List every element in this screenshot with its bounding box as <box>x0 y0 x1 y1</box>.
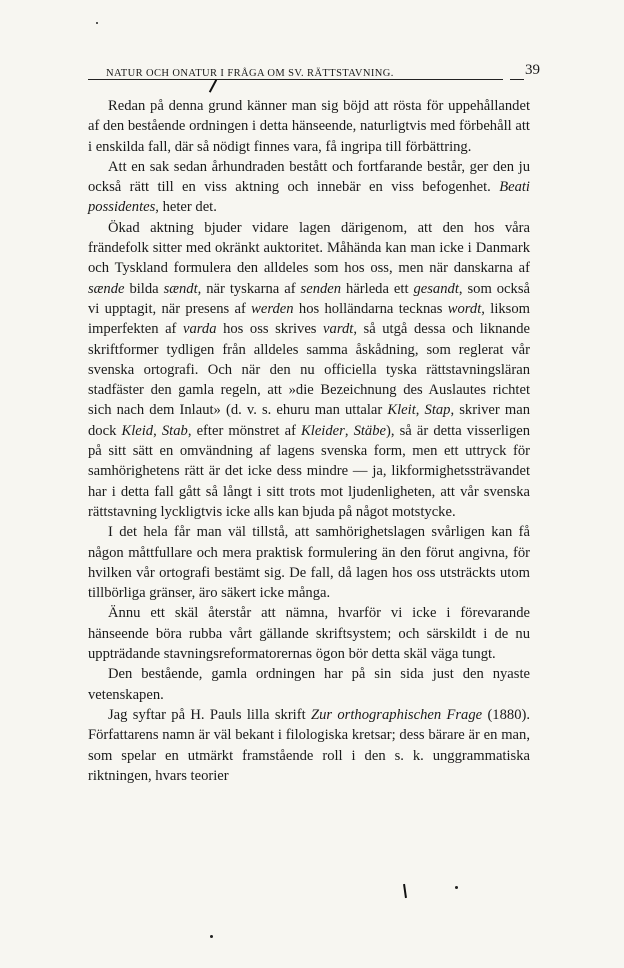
running-title: NATUR OCH ONATUR I FRÅGA OM SV. RÄTTSTAVNING. <box>106 68 394 79</box>
ink-speck <box>96 22 98 24</box>
italic-term: gesandt <box>413 280 459 297</box>
text-run: Ökad aktning bjuder vidare lagen därigenom, att den hos våra frändefolk sitter med okränkt auktoritet. Måhända kan man icke i Danmark och Tyskland formulera den alldeles som hos oss, men när danskarna af <box>88 219 530 277</box>
italic-term: Kleid <box>121 422 154 439</box>
italic-term: senden <box>300 280 342 297</box>
paragraph <box>88 218 530 522</box>
paragraph <box>88 705 530 786</box>
italic-term: Kleit <box>387 402 416 419</box>
text-run: , heter det. <box>155 199 217 216</box>
italic-term: Stäbe <box>353 422 387 439</box>
text-run: Att en sak sedan århundraden bestått och fortfarande består, ger den ju också rätt till en viss aktning och innebär en viss befogenhet. <box>88 158 530 196</box>
text-run: , <box>415 402 425 419</box>
italic-term: sænde <box>88 280 125 297</box>
paragraph <box>88 522 530 603</box>
italic-term: wordt <box>447 300 482 317</box>
italic-term: werden <box>251 300 294 317</box>
text-run: , som också vi upptagit, när presens af <box>88 280 530 317</box>
text-run: hos holländarna tecknas <box>293 300 448 317</box>
italic-term: Kleider <box>301 422 345 439</box>
italic-term: vardt <box>323 321 354 338</box>
text-run: , så utgå dessa och liknande skriftformer tydligen från alldeles samma åskådning, som reglerat vår svenska ortografi. Och när den nu officiella tyska rättstavningsläran stadfäster den gamla regeln, att »die Bezeichnung des Auslautes richtet sich nach dem Inlaut» (d. v. s. ehuru man uttalar <box>88 321 531 419</box>
body-text <box>88 96 530 786</box>
italic-term: sændt <box>163 280 198 297</box>
text-run: Jag syftar på H. Pauls lilla skrift <box>108 706 311 723</box>
ink-speck <box>210 935 213 938</box>
italic-term: varda <box>182 321 217 338</box>
text-run: Den bestående, gamla ordningen har på sin sida just den nyaste vetenskapen. <box>88 666 530 703</box>
text-run: ), så är detta visserligen på sitt sätt en omvändning af lagens svenska form, men ett uttryck för samhörighetens rätt är det icke dess mindre — ja, likformighetssträvandet har i detta fall gått så långt i sitt trots mot ljudenligheten, att vår svenska rättstavning lyckligtvis icke alls kan bjuda på något motstycke. <box>88 422 531 520</box>
header-rule <box>88 79 503 80</box>
pencil-mark <box>209 79 217 92</box>
paragraph <box>88 96 530 157</box>
text-run: Redan på denna grund känner man sig böjd att rösta för uppehållandet af den bestående ordningen i detta hänseende, naturligtvis med förbehåll att i enskilda fall, där så nödigt finnes vara, få ingripa till förbättring. <box>88 98 530 155</box>
text-run: I det hela får man väl tillstå, att samhörighetslagen svårligen kan få någon måttfullare och mera praktisk formulering än den förut angivna, för hvilken vår ortografi bestämt sig. De fall, då lagen hos oss utsträckts utom tillbörliga gränser, äro säkert icke många. <box>88 524 530 602</box>
text-run: , efter mönstret af <box>187 422 302 439</box>
text-run: (1880). Författarens namn är väl bekant i filologiska kretsar; dess bärare är en man, som spelar en utmärkt framstående roll i den s. k. unggrammatiska riktningen, hvars teorier <box>88 706 530 784</box>
text-run: , <box>153 422 162 439</box>
paragraph <box>88 664 530 705</box>
italic-term: Beati possidentes <box>88 179 530 216</box>
text-run: , <box>344 422 354 439</box>
text-run: , skriver man dock <box>88 402 531 439</box>
ink-mark <box>403 884 407 898</box>
text-run: Ännu ett skäl återstår att nämna, hvarför vi icke i förevarande hänseende böra rubba vårt gällande skriftsystem; och särskildt i de nu uppträdande stavningsreformatorernas ögon bör detta skäl väga tungt. <box>88 605 530 663</box>
italic-term: Zur orthographischen Frage <box>310 706 483 723</box>
text-run: bilda <box>124 280 164 297</box>
text-run: härleda ett <box>341 280 414 297</box>
paragraph <box>88 157 530 218</box>
italic-term: Stab <box>161 422 188 439</box>
running-header <box>88 62 540 79</box>
paragraph <box>88 603 530 664</box>
text-run: , när tyskarna af <box>197 280 301 297</box>
text-run: , liksom imperfekten af <box>88 300 530 338</box>
text-run: hos oss skrives <box>216 321 324 338</box>
italic-term: Stap <box>424 402 451 419</box>
ink-speck <box>455 886 458 889</box>
header-rule-end <box>510 79 524 80</box>
page-number: 39 <box>525 62 540 78</box>
